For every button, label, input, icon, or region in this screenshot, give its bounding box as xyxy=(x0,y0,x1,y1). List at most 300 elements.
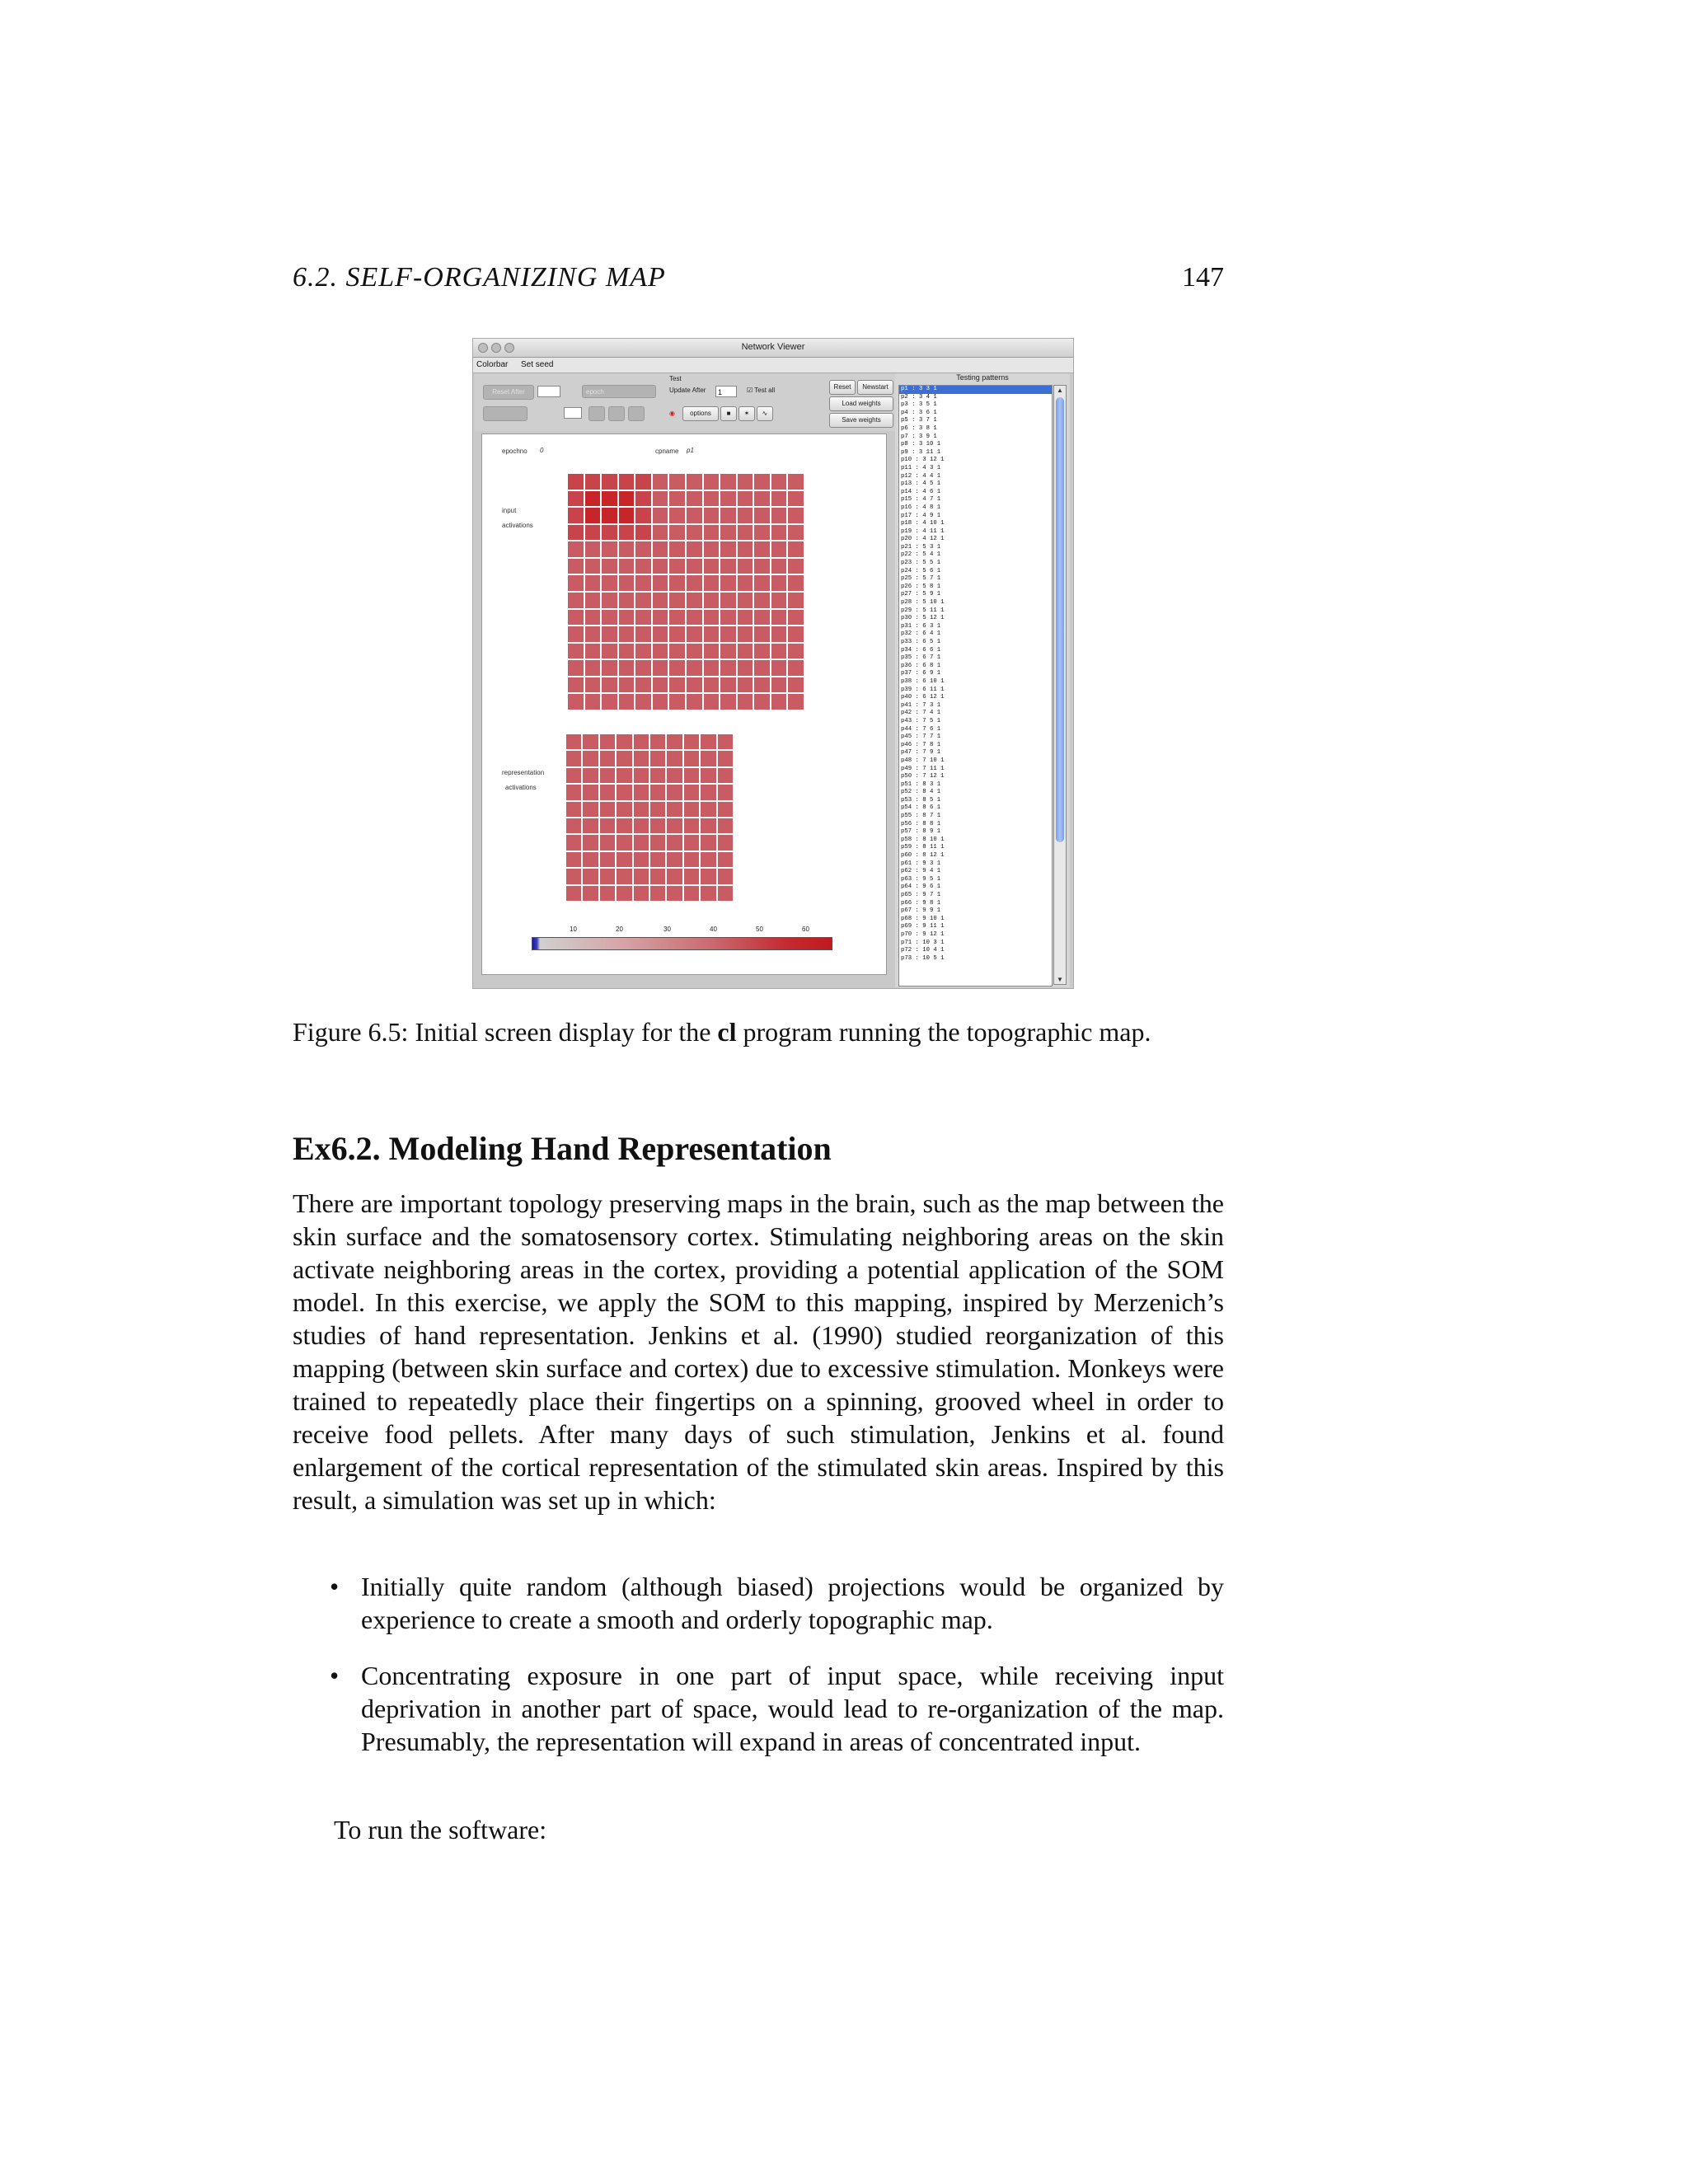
activation-cell xyxy=(600,869,615,883)
activation-cell xyxy=(653,525,668,541)
list-item[interactable]: p72 : 10 4 1 xyxy=(901,947,945,954)
scroll-down-icon[interactable]: ▼ xyxy=(1057,976,1063,983)
activation-cell xyxy=(585,593,601,608)
activation-cell xyxy=(653,474,668,490)
list-item[interactable]: p27 : 5 9 1 xyxy=(901,591,941,598)
activation-cell xyxy=(669,508,685,523)
activation-cell xyxy=(583,785,598,799)
list-item[interactable]: p7 : 3 9 1 xyxy=(901,433,937,440)
activation-cell xyxy=(669,610,685,626)
activation-cell xyxy=(566,802,581,817)
load-weights-button[interactable]: Load weights xyxy=(829,396,893,411)
list-item[interactable]: p23 : 5 5 1 xyxy=(901,560,941,567)
scroll-up-icon[interactable]: ▲ xyxy=(1057,387,1063,394)
list-item[interactable]: p11 : 4 3 1 xyxy=(901,464,941,471)
list-item[interactable]: p30 : 5 12 1 xyxy=(901,615,945,622)
activation-cell xyxy=(701,768,715,783)
activation-cell xyxy=(704,677,720,693)
list-item[interactable]: p13 : 4 5 1 xyxy=(901,480,941,488)
activation-cell xyxy=(669,694,685,710)
list-item[interactable]: p45 : 7 7 1 xyxy=(901,733,941,741)
caption-text-end: program running the topographic map. xyxy=(736,1017,1151,1047)
activation-cell xyxy=(635,575,651,591)
activation-cell xyxy=(684,835,699,850)
input-activations-label: activations xyxy=(502,522,533,529)
activation-cell xyxy=(650,852,665,867)
list-item[interactable]: p18 : 4 10 1 xyxy=(901,520,945,527)
activation-cell xyxy=(669,491,685,507)
activation-cell xyxy=(566,785,581,799)
list-item[interactable]: p53 : 8 5 1 xyxy=(901,796,941,804)
activation-cell xyxy=(701,869,715,883)
activation-cell xyxy=(788,694,804,710)
activation-cell xyxy=(704,559,720,574)
activation-cell xyxy=(600,886,615,901)
activation-cell xyxy=(568,508,584,523)
list-item[interactable]: p14 : 4 6 1 xyxy=(901,488,941,495)
activation-cell xyxy=(600,768,615,783)
run-button[interactable] xyxy=(588,406,605,421)
activation-cell xyxy=(669,575,685,591)
activation-cell xyxy=(653,610,668,626)
list-item[interactable]: p51 : 8 3 1 xyxy=(901,780,941,788)
activation-cell xyxy=(718,852,733,867)
activation-cell xyxy=(720,694,736,710)
activation-cell xyxy=(771,541,787,557)
reset-button[interactable]: Reset xyxy=(829,380,856,395)
activation-cell xyxy=(687,610,702,626)
list-item[interactable]: p58 : 8 10 1 xyxy=(901,836,945,843)
activation-cell xyxy=(617,852,631,867)
list-item[interactable]: p26 : 5 8 1 xyxy=(901,583,941,590)
activation-cell xyxy=(566,869,581,883)
activation-cell xyxy=(568,593,584,608)
activation-cell xyxy=(720,660,736,676)
activation-cell xyxy=(602,508,617,523)
activation-cell xyxy=(684,768,699,783)
activation-cell xyxy=(650,869,665,883)
activation-cell xyxy=(635,610,651,626)
list-item[interactable]: p32 : 6 4 1 xyxy=(901,630,941,638)
section-title: 6.2. SELF-ORGANIZING MAP xyxy=(293,262,666,293)
menu-set-seed[interactable]: Set seed xyxy=(521,360,554,369)
activation-cell xyxy=(771,559,787,574)
activation-cell xyxy=(583,818,598,833)
menu-colorbar[interactable]: Colorbar xyxy=(476,360,509,369)
activation-cell xyxy=(635,541,651,557)
activation-cell xyxy=(771,694,787,710)
list-item[interactable]: p44 : 7 6 1 xyxy=(901,725,941,733)
list-item[interactable]: p59 : 8 11 1 xyxy=(901,844,945,851)
list-item[interactable]: p20 : 4 12 1 xyxy=(901,536,945,543)
activation-cell xyxy=(650,886,665,901)
activation-cell xyxy=(684,802,699,817)
activation-cell xyxy=(566,835,581,850)
activation-cell xyxy=(602,559,617,574)
activation-cell xyxy=(669,660,685,676)
activation-cell xyxy=(568,575,584,591)
activation-cell xyxy=(788,491,804,507)
activation-cell xyxy=(684,852,699,867)
list-item[interactable]: p68 : 9 10 1 xyxy=(901,915,945,922)
page-number: 147 xyxy=(1182,262,1224,293)
activation-cell xyxy=(771,491,787,507)
list-item[interactable]: p12 : 4 4 1 xyxy=(901,472,941,480)
activation-cell xyxy=(653,593,668,608)
list-item[interactable]: p29 : 5 11 1 xyxy=(901,607,945,614)
list-item[interactable]: p8 : 3 10 1 xyxy=(901,441,941,448)
list-item[interactable]: p60 : 8 12 1 xyxy=(901,852,945,860)
activation-cell xyxy=(650,818,665,833)
activation-cell xyxy=(617,818,631,833)
list-item[interactable]: p54 : 8 6 1 xyxy=(901,804,941,812)
activation-cell xyxy=(718,886,733,901)
activation-cell xyxy=(583,835,598,850)
activation-cell xyxy=(771,610,787,626)
list-item[interactable]: p62 : 9 4 1 xyxy=(901,868,941,875)
activation-cell xyxy=(720,626,736,642)
activation-cell xyxy=(583,751,598,766)
body-paragraph: There are important topology preserving maps in the brain, such as the map between the skin surface and the somatosensory cortex. Stimulating neighboring areas on the skin activate neighboring areas in the cortex, providing a potential application of the SOM model. In this exercise, we apply the SOM to this mapping, inspired by Merzenich’s studies of hand representation. Jenkins et al. (1990) studied reorganization of this mapping (between skin surface and cortex) due to excessive stimulation. Monkeys were trained to repeatedly place their fingertips on a spinning, grooved wheel in order to receive food pellets. After many days of such stimulation, Jenkins et al. found enlargement of the cortical representation of the stimulated skin areas. Inspired by this result, a simulation was set up in which: xyxy=(293,1188,1224,1515)
activation-cell xyxy=(635,525,651,541)
activation-cell xyxy=(600,734,615,749)
activation-cell xyxy=(718,802,733,817)
list-item[interactable]: p73 : 10 5 1 xyxy=(901,954,945,962)
activation-cell xyxy=(653,508,668,523)
activation-cell xyxy=(788,525,804,541)
activation-cell xyxy=(771,677,787,693)
list-item[interactable]: p34 : 6 6 1 xyxy=(901,646,941,654)
step-button[interactable] xyxy=(483,406,528,421)
list-item[interactable]: p35 : 6 7 1 xyxy=(901,654,941,662)
list-item[interactable]: p48 : 7 10 1 xyxy=(901,757,945,764)
activation-cell xyxy=(687,474,702,490)
epochno-label: epochno xyxy=(502,448,528,455)
list-item[interactable]: p4 : 3 6 1 xyxy=(901,409,937,416)
list-item[interactable]: p43 : 7 5 1 xyxy=(901,717,941,724)
stop-button[interactable] xyxy=(628,406,645,421)
activation-cell xyxy=(585,677,601,693)
update-after-input[interactable]: 1 xyxy=(715,386,737,397)
activation-cell xyxy=(585,559,601,574)
newstart-button[interactable]: Newstart xyxy=(857,380,893,395)
list-item[interactable]: p6 : 3 8 1 xyxy=(901,424,937,432)
activation-cell xyxy=(583,768,598,783)
activation-cell xyxy=(788,575,804,591)
activation-cell xyxy=(738,593,753,608)
list-item[interactable]: p71 : 10 3 1 xyxy=(901,939,945,946)
activation-cell xyxy=(619,644,635,659)
activation-cell xyxy=(600,852,615,867)
activation-cell xyxy=(718,768,733,783)
activation-cell xyxy=(619,525,635,541)
activation-cell xyxy=(704,626,720,642)
activation-cell xyxy=(619,474,635,490)
test-group-label: Test xyxy=(669,375,682,382)
activation-cell xyxy=(687,593,702,608)
activation-cell xyxy=(788,541,804,557)
colorbar-tick: 30 xyxy=(663,926,671,933)
activation-cell xyxy=(634,835,649,850)
exercise-heading: Ex6.2. Modeling Hand Representation xyxy=(293,1130,832,1167)
activation-cell xyxy=(738,559,753,574)
list-item[interactable]: p50 : 7 12 1 xyxy=(901,773,945,780)
activation-cell xyxy=(653,575,668,591)
activation-cell xyxy=(771,474,787,490)
activation-cell xyxy=(635,593,651,608)
list-item[interactable]: p31 : 6 3 1 xyxy=(901,622,941,630)
caption-program-name: cl xyxy=(717,1017,737,1047)
activation-cell xyxy=(619,626,635,642)
activation-cell xyxy=(617,734,631,749)
bullet-list xyxy=(330,1570,1224,1781)
activation-cell xyxy=(583,886,598,901)
figure-caption xyxy=(293,1015,1224,1048)
list-item[interactable]: p33 : 6 5 1 xyxy=(901,639,941,645)
activation-cell xyxy=(600,818,615,833)
activation-cell xyxy=(704,644,720,659)
list-item[interactable]: p28 : 5 10 1 xyxy=(901,599,945,607)
menu-bar xyxy=(473,358,1073,373)
activation-cell xyxy=(585,541,601,557)
activation-cell xyxy=(701,785,715,799)
list-item[interactable]: p47 : 7 9 1 xyxy=(901,749,941,757)
activation-cell xyxy=(635,677,651,693)
activation-cell xyxy=(701,734,715,749)
network-viewer-screenshot xyxy=(472,338,1074,989)
list-item[interactable]: p19 : 4 11 1 xyxy=(901,527,945,535)
list-item[interactable]: p36 : 6 8 1 xyxy=(901,662,941,669)
activation-cell xyxy=(738,694,753,710)
list-item[interactable]: p65 : 9 7 1 xyxy=(901,892,941,898)
activation-cell xyxy=(687,644,702,659)
activation-cell xyxy=(718,734,733,749)
list-item[interactable]: p24 : 5 6 1 xyxy=(901,567,941,574)
testing-patterns-list[interactable] xyxy=(898,385,1053,987)
activation-cell xyxy=(754,626,770,642)
activation-cell xyxy=(650,785,665,799)
activation-cell xyxy=(754,559,770,574)
activation-cell xyxy=(704,525,720,541)
test-all-label: Test all xyxy=(754,387,776,394)
activation-cell xyxy=(704,575,720,591)
activation-cell xyxy=(653,694,668,710)
activation-cell xyxy=(701,802,715,817)
activation-cell xyxy=(718,869,733,883)
list-item[interactable]: p56 : 8 8 1 xyxy=(901,820,941,827)
reset-after-button[interactable]: Reset After xyxy=(483,385,534,400)
list-item[interactable]: p25 : 5 7 1 xyxy=(901,575,941,583)
stop-square-icon[interactable]: ■ xyxy=(720,406,737,421)
list-item[interactable]: p16 : 4 8 1 xyxy=(901,504,941,511)
activation-cell xyxy=(701,886,715,901)
activation-cell xyxy=(635,559,651,574)
activation-cell xyxy=(771,575,787,591)
activation-cell xyxy=(738,575,753,591)
activation-cell xyxy=(738,644,753,659)
list-item[interactable]: p40 : 6 12 1 xyxy=(901,694,945,701)
list-item[interactable]: p5 : 3 7 1 xyxy=(901,417,937,424)
activation-cell xyxy=(602,644,617,659)
activation-cell xyxy=(566,734,581,749)
activation-cell xyxy=(602,474,617,490)
activation-cell xyxy=(667,751,682,766)
activation-cell xyxy=(585,694,601,710)
epoch-select[interactable]: epoch xyxy=(582,385,656,398)
activation-cell xyxy=(754,541,770,557)
list-item[interactable]: p70 : 9 12 1 xyxy=(901,930,945,938)
activation-cell xyxy=(634,886,649,901)
colorbar-tick: 50 xyxy=(756,926,763,933)
list-item[interactable]: p21 : 5 3 1 xyxy=(901,543,941,551)
pause-button[interactable] xyxy=(608,406,625,421)
activation-cell xyxy=(771,525,787,541)
list-item[interactable]: p63 : 9 5 1 xyxy=(901,875,941,883)
activation-cell xyxy=(738,491,753,507)
input-label: input xyxy=(502,507,517,514)
list-item[interactable]: p38 : 6 10 1 xyxy=(901,677,945,685)
record-icon[interactable]: ◉ xyxy=(669,410,675,417)
activation-cell xyxy=(669,593,685,608)
options-button[interactable]: options xyxy=(682,406,719,421)
activation-cell xyxy=(635,626,651,642)
test-all-checkbox[interactable]: ☑ Test all xyxy=(747,387,776,394)
activation-cell xyxy=(635,474,651,490)
input-activation-grid xyxy=(568,474,804,710)
testing-patterns-panel xyxy=(895,373,1070,987)
activation-cell xyxy=(650,734,665,749)
list-item[interactable]: p41 : 7 3 1 xyxy=(901,701,941,709)
list-item[interactable]: p3 : 3 5 1 xyxy=(901,401,937,409)
colorbar-tick: 40 xyxy=(710,926,717,933)
list-item: • Initially quite random (although biased) projections would be organized by experience to create a smooth and orderly topographic map. xyxy=(330,1570,1224,1636)
activation-cell xyxy=(634,785,649,799)
activation-cell xyxy=(650,835,665,850)
activation-cell xyxy=(650,768,665,783)
activation-cell xyxy=(585,610,601,626)
list-item[interactable]: p57 : 8 9 1 xyxy=(901,828,941,836)
list-item[interactable]: p46 : 7 8 1 xyxy=(901,741,941,748)
activation-cell xyxy=(720,575,736,591)
list-item[interactable]: p10 : 3 12 1 xyxy=(901,457,945,464)
scrollbar-thumb[interactable] xyxy=(1056,397,1064,842)
caption-text: Figure 6.5: Initial screen display for the xyxy=(293,1017,718,1047)
activation-cell xyxy=(568,677,584,693)
activation-cell xyxy=(684,869,699,883)
activation-cell xyxy=(653,660,668,676)
activation-cell xyxy=(634,852,649,867)
window-title: Network Viewer xyxy=(741,342,805,352)
list-item[interactable]: p15 : 4 7 1 xyxy=(901,496,941,504)
list-item[interactable]: p37 : 6 9 1 xyxy=(901,670,941,677)
list-item[interactable]: p39 : 6 11 1 xyxy=(901,686,945,693)
list-item[interactable]: p55 : 8 7 1 xyxy=(901,813,941,820)
activation-cell xyxy=(635,508,651,523)
epochno-value: 0 xyxy=(540,447,544,454)
activation-cell xyxy=(771,626,787,642)
step-count-input[interactable] xyxy=(564,407,582,419)
activation-cell xyxy=(583,734,598,749)
activation-cell xyxy=(704,491,720,507)
list-item[interactable]: p67 : 9 9 1 xyxy=(901,907,941,915)
activation-cell xyxy=(568,626,584,642)
representation-activations-label: activations xyxy=(505,784,537,791)
activation-cell xyxy=(788,559,804,574)
activation-cell xyxy=(619,575,635,591)
activation-cell xyxy=(585,644,601,659)
activation-cell xyxy=(617,802,631,817)
activation-cell xyxy=(720,677,736,693)
reset-after-input[interactable] xyxy=(537,386,560,397)
activation-cell xyxy=(619,559,635,574)
run-figure-icon[interactable]: ✶ xyxy=(738,406,755,421)
activation-cell xyxy=(788,474,804,490)
activation-cell xyxy=(720,541,736,557)
activation-cell xyxy=(568,474,584,490)
list-item[interactable]: p49 : 7 11 1 xyxy=(901,765,945,772)
activation-cell xyxy=(600,802,615,817)
list-item[interactable]: p52 : 8 4 1 xyxy=(901,789,941,796)
activation-cell xyxy=(585,508,601,523)
list-item[interactable]: p42 : 7 4 1 xyxy=(901,710,941,717)
list-item[interactable]: p64 : 9 6 1 xyxy=(901,883,941,891)
activation-cell xyxy=(788,660,804,676)
list-item[interactable]: p61 : 9 3 1 xyxy=(901,860,941,867)
activation-cell xyxy=(602,541,617,557)
activation-cell xyxy=(771,660,787,676)
activation-cell xyxy=(684,734,699,749)
save-weights-button[interactable]: Save weights xyxy=(829,413,893,428)
activation-cell xyxy=(619,541,635,557)
list-item[interactable]: p66 : 9 8 1 xyxy=(901,899,941,907)
list-item[interactable]: p22 : 5 4 1 xyxy=(901,551,941,559)
list-item: • Concentrating exposure in one part of input space, while receiving input deprivation in another part of space, would lead to re-organization of the map. Presumably, the representation will expand in areas of concentrated input. xyxy=(330,1659,1224,1758)
list-scrollbar[interactable] xyxy=(1053,385,1067,985)
activation-cell xyxy=(720,610,736,626)
activation-cell xyxy=(687,677,702,693)
activation-cell xyxy=(650,751,665,766)
activation-cell xyxy=(684,751,699,766)
running-header xyxy=(293,262,1224,293)
activation-cell xyxy=(566,886,581,901)
activation-cell xyxy=(617,835,631,850)
graph-icon[interactable]: ∿ xyxy=(757,406,773,421)
activation-cell xyxy=(704,474,720,490)
list-item[interactable]: p2 : 3 4 1 xyxy=(901,393,937,401)
cpname-value: p1 xyxy=(687,447,694,454)
list-item[interactable]: p9 : 3 11 1 xyxy=(901,448,941,456)
activation-cell xyxy=(568,660,584,676)
activation-cell xyxy=(667,886,682,901)
list-item[interactable]: p69 : 9 11 1 xyxy=(901,923,945,930)
activation-cell xyxy=(667,818,682,833)
list-item[interactable]: p17 : 4 9 1 xyxy=(901,512,941,519)
activation-cell xyxy=(788,677,804,693)
cpname-label: cpname xyxy=(655,448,679,455)
activation-cell xyxy=(600,835,615,850)
activation-cell xyxy=(585,626,601,642)
activation-cell xyxy=(619,593,635,608)
activation-cell xyxy=(600,785,615,799)
activation-cell xyxy=(754,610,770,626)
activation-cell xyxy=(635,491,651,507)
list-item[interactable]: p1 : 3 3 1 xyxy=(899,386,1052,394)
activation-cell xyxy=(667,835,682,850)
activation-cell xyxy=(634,734,649,749)
activation-cell xyxy=(602,694,617,710)
activation-cell xyxy=(738,508,753,523)
activation-cell xyxy=(634,818,649,833)
